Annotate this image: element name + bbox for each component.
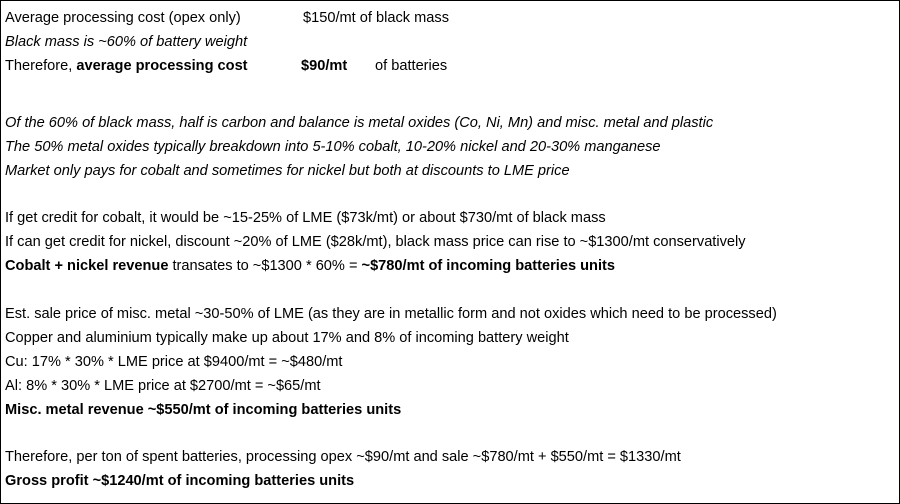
gross-profit-line: Gross profit ~$1240/mt of incoming batteries units — [5, 473, 355, 489]
avg-processing-cost-unit: of batteries — [375, 58, 448, 74]
aluminium-revenue-line: Al: 8% * 30% * LME price at $2700/mt = ~$65/mt — [5, 378, 321, 394]
opex-cost-value: $150/mt — [303, 10, 356, 26]
avg-processing-cost-line — [5, 56, 885, 76]
opex-cost-unit: of black mass — [359, 10, 450, 26]
cobalt-nickel-revenue-line — [5, 256, 615, 276]
nickel-credit-line: If can get credit for nickel, discount ~20% of LME ($28k/mt), black mass price can rise to ~$1300/mt conservatively — [5, 234, 746, 250]
market-pricing-line: Market only pays for cobalt and sometimes for nickel but both at discounts to LME price — [5, 163, 570, 179]
metal-oxides-breakdown-line: The 50% metal oxides typically breakdown into 5-10% cobalt, 10-20% nickel and 20-30% manganese — [5, 139, 661, 155]
black-mass-composition-line: Of the 60% of black mass, half is carbon and balance is metal oxides (Co, Ni, Mn) and misc. metal and plastic — [5, 115, 714, 131]
avg-processing-cost-value: $90/mt — [301, 58, 348, 74]
cobalt-nickel-revenue-label: Cobalt + nickel revenue — [5, 258, 169, 274]
opex-cost-line — [5, 8, 885, 28]
opex-cost-label: Average processing cost (opex only) — [5, 10, 241, 26]
cobalt-nickel-revenue-result: ~$780/mt of incoming batteries units — [361, 258, 615, 274]
summary-line: Therefore, per ton of spent batteries, processing opex ~$90/mt and sale ~$780/mt + $550/mt = $1330/mt — [5, 449, 681, 465]
cobalt-nickel-revenue-calc: transates to ~$1300 * 60% = — [168, 258, 362, 274]
misc-metal-price-line: Est. sale price of misc. metal ~30-50% of LME (as they are in metallic form and not oxides which need to be processed) — [5, 306, 777, 322]
cobalt-credit-line: If get credit for cobalt, it would be ~15-25% of LME ($73k/mt) or about $730/mt of black mass — [5, 210, 606, 226]
avg-processing-cost-label: average processing cost — [76, 58, 248, 74]
misc-metal-revenue-line: Misc. metal revenue ~$550/mt of incoming batteries units — [5, 402, 402, 418]
copper-aluminium-share-line: Copper and aluminium typically make up about 17% and 8% of incoming battery weight — [5, 330, 569, 346]
black-mass-share-line: Black mass is ~60% of battery weight — [5, 34, 248, 50]
avg-processing-cost-prefix: Therefore, — [5, 58, 77, 74]
copper-revenue-line: Cu: 17% * 30% * LME price at $9400/mt = ~$480/mt — [5, 354, 343, 370]
